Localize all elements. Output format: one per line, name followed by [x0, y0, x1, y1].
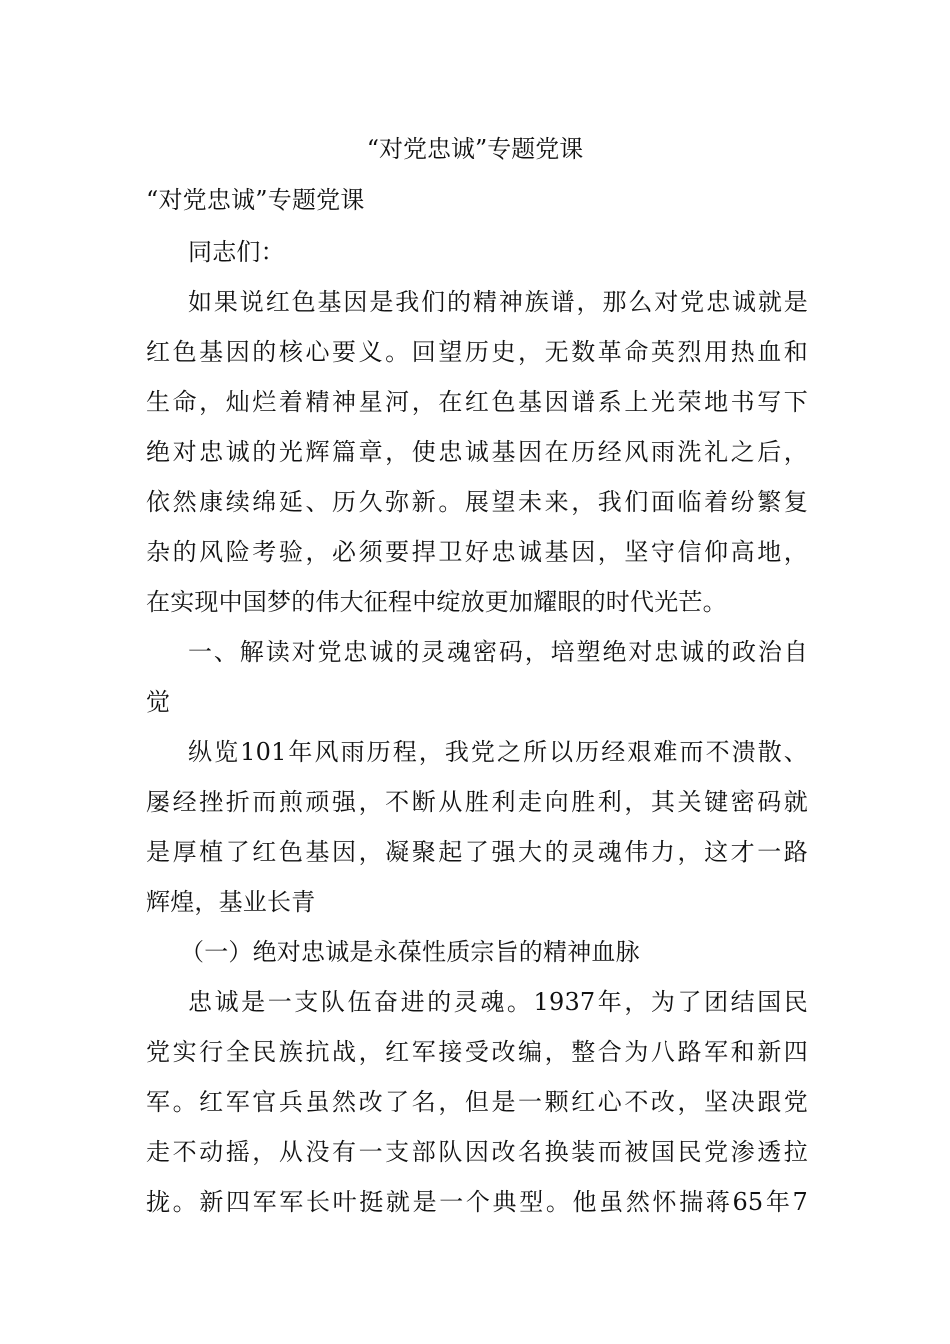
paragraph-line: 如果说红色基因是我们的精神族谱，那么对党忠诚就是: [188, 288, 808, 316]
paragraph-line: 依然康续绵延、历久弥新。展望未来，我们面临着纷繁复: [146, 488, 808, 516]
paragraph-line: 绝对忠诚的光辉篇章，使忠诚基因在历经风雨洗礼之后，: [146, 438, 808, 466]
subsection-heading-line: （一）绝对忠诚是永葆性质宗旨的精神血脉: [180, 938, 640, 966]
paragraph-line: 军。红军官兵虽然改了名，但是一颗红心不改，坚决跟党: [146, 1088, 808, 1116]
subtitle-line: “对党忠诚”专题党课: [146, 186, 365, 214]
paragraph-line: 辉煌，基业长青: [146, 888, 316, 916]
paragraph-line: 走不动摇，从没有一支部队因改名换装而被国民党渗透拉: [146, 1138, 808, 1166]
paragraph-line: 生命，灿烂着精神星河，在红色基因谱系上光荣地书写下: [146, 388, 808, 416]
paragraph-line: 红色基因的核心要义。回望历史，无数革命英烈用热血和: [146, 338, 808, 366]
paragraph-line: 党实行全民族抗战，红军接受改编，整合为八路军和新四: [146, 1038, 808, 1066]
paragraph-line: 屡经挫折而煎顽强，不断从胜利走向胜利，其关键密码就: [146, 788, 808, 816]
paragraph-line: 纵览101年风雨历程，我党之所以历经艰难而不溃散、: [188, 738, 808, 766]
document-title: “对党忠诚”专题党课: [366, 135, 584, 163]
paragraph-line: 拢。新四军军长叶挺就是一个典型。他虽然怀揣蒋65年7: [146, 1188, 808, 1216]
section-heading-line: 一、解读对党忠诚的灵魂密码，培塑绝对忠诚的政治自: [188, 638, 808, 666]
paragraph-line: 在实现中国梦的伟大征程中绽放更加耀眼的时代光芒。: [146, 588, 727, 616]
paragraph-line: 忠诚是一支队伍奋进的灵魂。1937年，为了团结国民: [188, 988, 808, 1016]
paragraph-line: 是厚植了红色基因，凝聚起了强大的灵魂伟力，这才一路: [146, 838, 808, 866]
paragraph-line: 杂的风险考验，必须要捍卫好忠诚基因，坚守信仰高地，: [146, 538, 808, 566]
salutation-line: 同志们：: [188, 238, 285, 266]
section-heading-line: 觉: [146, 688, 171, 716]
